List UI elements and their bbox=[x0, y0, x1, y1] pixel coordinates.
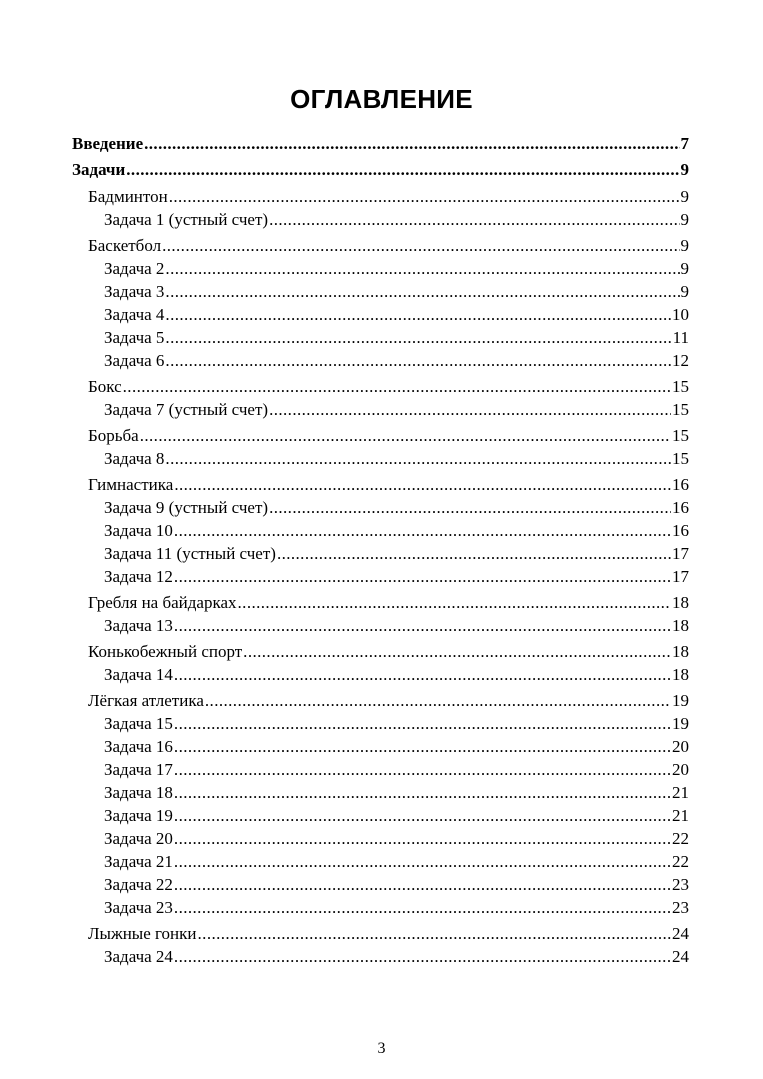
toc-entry-page: 19 bbox=[672, 714, 689, 733]
toc-entry-page: 12 bbox=[672, 351, 689, 370]
toc-entry-label: Лыжные гонки bbox=[88, 924, 197, 943]
toc-entry-page: 9 bbox=[680, 160, 689, 179]
toc-entry[interactable] bbox=[72, 783, 689, 806]
toc-entry-label: Задача 2 bbox=[104, 259, 165, 278]
toc-entry-label: Задача 23 bbox=[104, 898, 173, 917]
page-title: ОГЛАВЛЕНИЕ bbox=[290, 84, 473, 114]
toc-entry-label: Лёгкая атлетика bbox=[88, 691, 204, 710]
toc-entry[interactable] bbox=[72, 590, 689, 616]
toc-entry-page: 17 bbox=[672, 567, 689, 586]
toc-entry-label: Гребля на байдарках bbox=[88, 593, 237, 612]
toc-entry[interactable] bbox=[72, 829, 689, 852]
toc-leader-dots bbox=[174, 898, 671, 918]
toc-entry[interactable] bbox=[72, 898, 689, 921]
toc-entry[interactable] bbox=[72, 947, 689, 970]
toc-leader-dots bbox=[174, 714, 671, 734]
page-number: 3 bbox=[377, 1040, 386, 1057]
toc-leader-dots bbox=[174, 852, 671, 872]
toc-entry[interactable] bbox=[72, 423, 689, 449]
toc-entry-label: Задача 16 bbox=[104, 737, 173, 756]
toc-entry[interactable] bbox=[72, 498, 689, 521]
toc-entry[interactable] bbox=[72, 449, 689, 472]
toc-leader-dots bbox=[198, 924, 671, 944]
toc-entry-label: Задача 1 (устный счет) bbox=[104, 210, 269, 229]
toc-entry[interactable] bbox=[72, 521, 689, 544]
toc-leader-dots bbox=[269, 210, 679, 230]
toc-leader-dots bbox=[123, 377, 671, 397]
toc-leader-dots bbox=[243, 642, 671, 662]
toc-entry-page: 20 bbox=[672, 737, 689, 756]
toc-entry-page: 23 bbox=[672, 875, 689, 894]
toc-leader-dots bbox=[174, 521, 671, 541]
toc-entry[interactable] bbox=[72, 374, 689, 400]
toc-leader-dots bbox=[174, 829, 671, 849]
toc-entry[interactable] bbox=[72, 688, 689, 714]
toc-entry-page: 21 bbox=[672, 806, 689, 825]
toc-leader-dots bbox=[165, 282, 679, 302]
toc-entry[interactable] bbox=[72, 282, 689, 305]
toc-entry-label: Введение bbox=[72, 134, 144, 153]
toc-entry-label: Задача 24 bbox=[104, 947, 173, 966]
toc-entry-label: Борьба bbox=[88, 426, 139, 445]
toc-entry-label: Задача 10 bbox=[104, 521, 173, 540]
toc-entry-page: 9 bbox=[680, 210, 689, 229]
toc-entry-page: 23 bbox=[672, 898, 689, 917]
toc-entry-label: Задача 11 (устный счет) bbox=[104, 544, 276, 563]
toc-entry-page: 16 bbox=[672, 498, 689, 517]
toc-leader-dots bbox=[174, 616, 671, 636]
toc-entry-label: Задачи bbox=[72, 160, 126, 179]
toc-entry-label: Задача 6 bbox=[104, 351, 165, 370]
toc-leader-dots bbox=[165, 259, 679, 279]
toc-entry-page: 9 bbox=[680, 259, 689, 278]
toc-entry[interactable] bbox=[72, 852, 689, 875]
toc-entry-page: 9 bbox=[680, 187, 689, 206]
toc-entry-label: Баскетбол bbox=[88, 236, 162, 255]
toc-entry-page: 16 bbox=[672, 475, 689, 494]
toc-entry-page: 19 bbox=[672, 691, 689, 710]
toc-entry-label: Задача 19 bbox=[104, 806, 173, 825]
toc-entry-label: Конькобежный спорт bbox=[88, 642, 243, 661]
toc-entry[interactable] bbox=[72, 132, 689, 158]
toc-entry-label: Задача 5 bbox=[104, 328, 165, 347]
toc-leader-dots bbox=[277, 544, 671, 564]
toc-entry-page: 21 bbox=[672, 783, 689, 802]
toc-leader-dots bbox=[174, 783, 671, 803]
toc-entry[interactable] bbox=[72, 184, 689, 210]
toc-entry-label: Задача 12 bbox=[104, 567, 173, 586]
toc-leader-dots bbox=[238, 593, 671, 613]
toc-entry-label: Бокс bbox=[88, 377, 122, 396]
toc-entry[interactable] bbox=[72, 875, 689, 898]
toc-leader-dots bbox=[205, 691, 671, 711]
toc-entry-label: Задача 8 bbox=[104, 449, 165, 468]
toc-entry[interactable] bbox=[72, 233, 689, 259]
toc-entry[interactable] bbox=[72, 806, 689, 829]
toc-entry-page: 22 bbox=[672, 829, 689, 848]
toc-entry-page: 11 bbox=[672, 328, 689, 347]
toc-leader-dots bbox=[165, 328, 671, 348]
toc-entry[interactable] bbox=[72, 328, 689, 351]
toc-leader-dots bbox=[174, 737, 671, 757]
toc-entry[interactable] bbox=[72, 400, 689, 423]
toc-leader-dots bbox=[174, 875, 671, 895]
toc-leader-dots bbox=[165, 449, 671, 469]
toc-entry-label: Задача 20 bbox=[104, 829, 173, 848]
toc-entry[interactable] bbox=[72, 472, 689, 498]
toc-leader-dots bbox=[140, 426, 671, 446]
toc-entry-page: 16 bbox=[672, 521, 689, 540]
toc-entry[interactable] bbox=[72, 567, 689, 590]
toc-entry-page: 10 bbox=[672, 305, 689, 324]
toc-entry-page: 17 bbox=[672, 544, 689, 563]
toc-leader-dots bbox=[174, 567, 671, 587]
toc-entry-page: 9 bbox=[680, 236, 689, 255]
toc-entry[interactable] bbox=[72, 259, 689, 282]
toc-entry[interactable] bbox=[72, 760, 689, 783]
toc-leader-dots bbox=[144, 134, 679, 154]
toc-entry-label: Бадминтон bbox=[88, 187, 168, 206]
toc-entry-label: Задача 4 bbox=[104, 305, 165, 324]
toc-entry-label: Задача 15 bbox=[104, 714, 173, 733]
toc-entry-label: Задача 21 bbox=[104, 852, 173, 871]
toc-leader-dots bbox=[165, 305, 671, 325]
toc-leader-dots bbox=[162, 236, 679, 256]
toc-leader-dots bbox=[169, 187, 680, 207]
toc-entry[interactable] bbox=[72, 305, 689, 328]
toc-entry-page: 22 bbox=[672, 852, 689, 871]
toc-entry-page: 20 bbox=[672, 760, 689, 779]
toc-entry[interactable] bbox=[72, 665, 689, 688]
toc-entry-label: Задача 3 bbox=[104, 282, 165, 301]
toc-entry[interactable] bbox=[72, 921, 689, 947]
toc-entry-label: Задача 17 bbox=[104, 760, 173, 779]
toc-entry-label: Задача 9 (устный счет) bbox=[104, 498, 269, 517]
toc-entry-page: 15 bbox=[672, 377, 689, 396]
toc-leader-dots bbox=[269, 400, 671, 420]
toc-entry[interactable] bbox=[72, 158, 689, 184]
toc-leader-dots bbox=[174, 947, 671, 967]
toc-leader-dots bbox=[269, 498, 671, 518]
toc-entry-label: Задача 14 bbox=[104, 665, 173, 684]
toc-entry-label: Задача 13 bbox=[104, 616, 173, 635]
toc-entry-label: Гимнастика bbox=[88, 475, 174, 494]
toc-entry[interactable] bbox=[72, 351, 689, 374]
toc-entry-label: Задача 18 bbox=[104, 783, 173, 802]
toc-entry-page: 18 bbox=[672, 593, 689, 612]
toc-entry-page: 18 bbox=[672, 616, 689, 635]
toc-leader-dots bbox=[174, 806, 671, 826]
toc-entry-page: 15 bbox=[672, 449, 689, 468]
toc-entry-label: Задача 22 bbox=[104, 875, 173, 894]
toc-leader-dots bbox=[174, 665, 671, 685]
toc-entry[interactable] bbox=[72, 714, 689, 737]
toc-entry[interactable] bbox=[72, 616, 689, 639]
table-of-contents bbox=[72, 132, 689, 970]
toc-entry-page: 24 bbox=[672, 924, 689, 943]
toc-entry[interactable] bbox=[72, 544, 689, 567]
toc-leader-dots bbox=[165, 351, 671, 371]
toc-entry-page: 9 bbox=[680, 282, 689, 301]
toc-leader-dots bbox=[174, 760, 671, 780]
toc-entry[interactable] bbox=[72, 737, 689, 760]
toc-entry[interactable] bbox=[72, 639, 689, 665]
toc-entry-page: 18 bbox=[672, 665, 689, 684]
toc-entry-page: 15 bbox=[672, 426, 689, 445]
toc-entry-page: 24 bbox=[672, 947, 689, 966]
toc-entry-page: 18 bbox=[672, 642, 689, 661]
toc-entry[interactable] bbox=[72, 210, 689, 233]
toc-entry-page: 7 bbox=[680, 134, 689, 153]
toc-entry-label: Задача 7 (устный счет) bbox=[104, 400, 269, 419]
toc-entry-page: 15 bbox=[672, 400, 689, 419]
toc-leader-dots bbox=[174, 475, 671, 495]
toc-leader-dots bbox=[126, 160, 679, 180]
